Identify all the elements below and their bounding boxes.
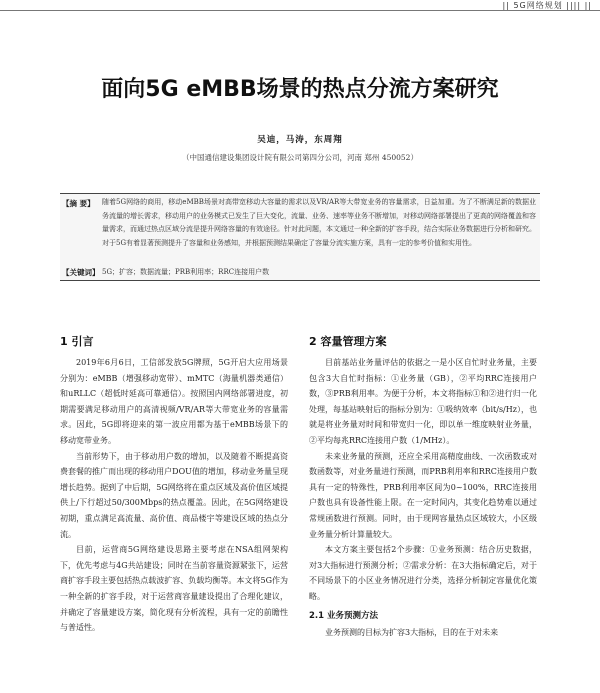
journal-section-tag: || 5G网络规划 |||| || <box>502 1 592 10</box>
intro-paragraph: 2019年6月6日，工信部发放5G牌照，5G开启大应用场景分别为：eMBB（增强移动宽带）、mMTC（海量机器类通信）和uRLLC（超低时延高可靠通信）。按照国内网络部署进度，初期需要满足移动用户的高清视频/VR/AR等大带宽业务的容量需求。因此，5G即将迎来的第一波应用都为基于eMBB场景下的移动宽带业务。 <box>60 358 288 445</box>
section-heading-capacity: 2 容量管理方案 <box>309 335 387 348</box>
left-column <box>60 333 288 636</box>
abstract-text: 随着5G网络的商用，移动eMBB场景对高带宽移动大容量的需求以及VR/AR等大带宽业务的容量需求，日益加重。为了不断满足新的数据业务流量的增长需求，移动用户的业务模式已发生了巨大变化，流量、业务、速率等业务不断增加，对移动网络部署提出了更高的网络覆盖和容量需求，而通过热点区域分流是提升网络容量的有效途径。针对此问题，本文通过一种全新的扩容手段，结合实际业务数据进行分析和研究。对于5G有着显著预测提升了容量和业务感知，并根据预测结果确定了容量分流实施方案，具有一定的参考价值和实用性。 <box>102 198 536 247</box>
intro-paragraph: 当前形势下，由于移动用户数的增加，以及随着不断提高资费套餐的推广而出现的移动用户DOU值的增加，移动业务量呈现增长趋势。据到了中后期，5G网络将在重点区域及高价值区域提供上/下行超过50/300Mbps的热点覆盖。因此，在5G网络建设初期，重点满足高流量、高价值、商品楼宇等建设区域的热点分流。 <box>60 451 288 539</box>
capacity-paragraph: 本文方案主要包括2个步骤：①业务预测：结合历史数据，对3大指标进行预测分析；②需求分析：在3大指标确定后，对于不同场景下的小区业务情况进行分类，选择分析制定容量优化策略。 <box>309 545 537 601</box>
capacity-paragraph: 目前基站业务量评估的依据之一是小区自忙时业务量，主要包含3大自忙时指标：①业务量（GB），②平均RRC连接用户数，③PRB利用率。为便于分析，本文将指标①和②进行归一化处理，每基站映射后的指标分别为：①吸纳效率（bit/s/Hz），也就是将业务量对时间和带宽归一化，即以单一维度映射业务量，②平均每兆RRC连接用户数（1/MHz）。 <box>309 358 537 445</box>
paper-title: 面向5G eMBB场景的热点分流方案研究 <box>101 77 499 102</box>
capacity-paragraph: 未来业务量的预测，还应全采用高精度曲线、一次函数或对数函数等，对业务量进行预测，而PRB利用率和RRC连接用户数具有一定的特殊性，PRB利用率区间为0~100%，RRC连接用户数也具有设备性能上限。在一定时间内，其变化趋势难以通过常规函数进行预测。同时，由于现网容量热点区域较大，小区级业务量分析计算量较大。 <box>309 451 537 539</box>
subsection-heading: 2.1 业务预测方法 <box>309 610 379 621</box>
subsection-paragraph: 业务预测的目标为扩容3大指标，目的在于对未来 <box>325 627 499 637</box>
abstract-label: 【摘 要】 <box>62 199 95 208</box>
paper-affiliation: （中国通信建设集团设计院有限公司第四分公司，河南 郑州 450052） <box>182 153 418 162</box>
keywords-text: 5G；扩容；数据流量；PRB利用率；RRC连接用户数 <box>102 268 270 276</box>
right-column <box>309 333 537 640</box>
intro-paragraph: 目前，运营商5G网络建设思路主要考虑在NSA组网架构下，优先考虑与4G共站建设；同时在当前容量资源紧张下，运营商扩容手段主要包括热点载波扩容、负载均衡等。本文将5G作为一种全新的扩容手段，对于运营商容量建设提出了合理化建议，并确定了容量建设方案，简化现有分析流程，具有一定的前瞻性与普适性。 <box>60 545 288 633</box>
keywords-label: 【关键词】 <box>62 268 100 277</box>
paper-authors: 吴迪，马涛，东周翔 <box>257 135 343 145</box>
section-heading-intro: 1 引言 <box>60 335 94 348</box>
